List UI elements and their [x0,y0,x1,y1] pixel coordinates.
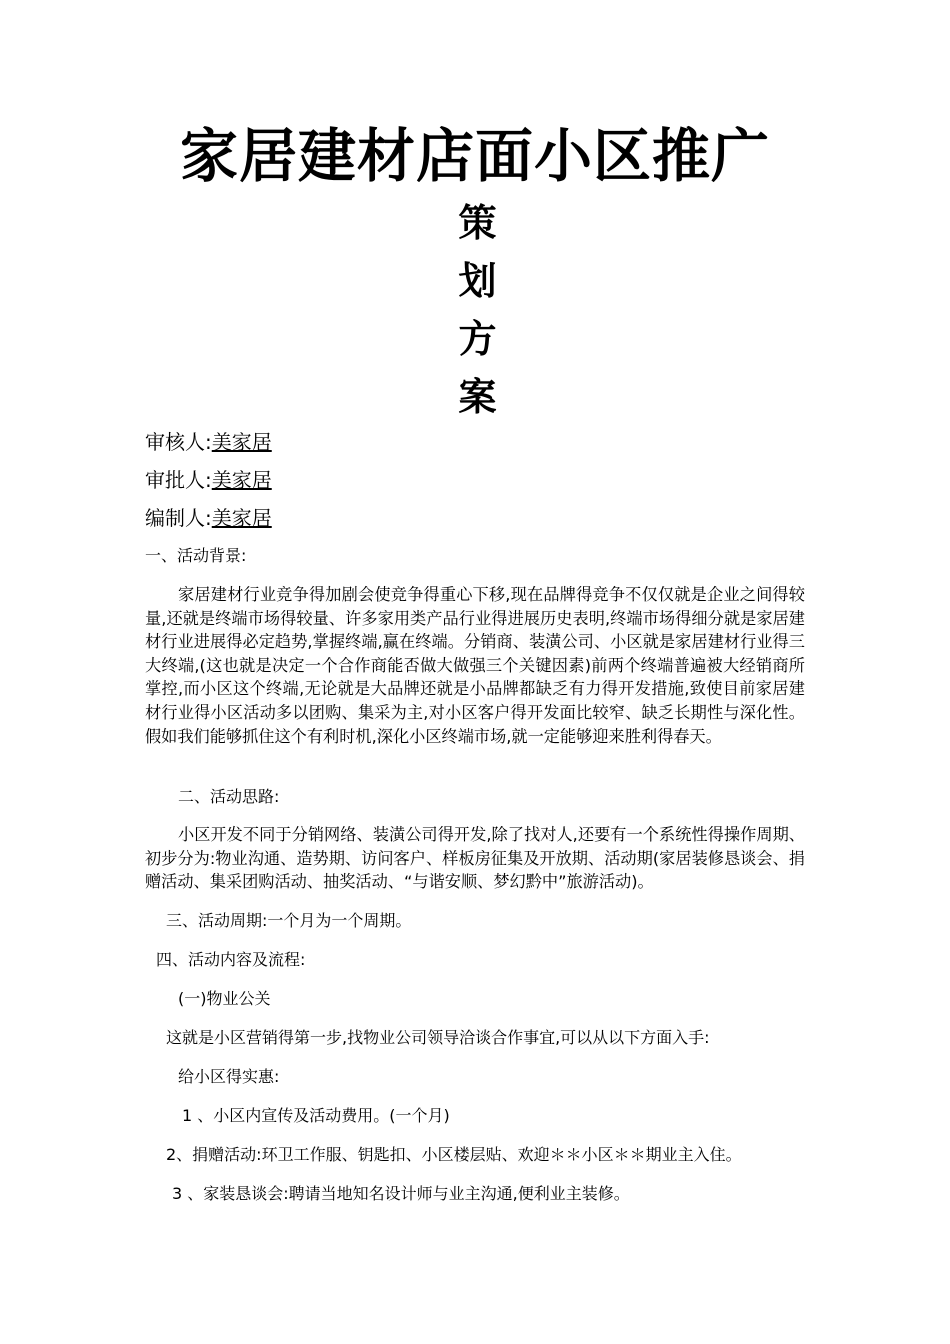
title-vertical-char-4: 案 [458,375,497,419]
reviewer-label: 审核人: [145,430,212,454]
section-2-heading: 二、活动思路: [178,787,280,806]
approver-label: 审批人: [145,468,212,492]
title-vertical-char-3: 方 [458,317,497,361]
document-title: 家居建材店面小区推广 [179,122,770,190]
approver-line [145,466,272,494]
section-1-heading: 一、活动背景: [145,546,247,565]
section-2-body: 小区开发不同于分销网络、装潢公司得开发,除了找对人,还要有一个系统性得操作周期、初步分为:物业沟通、造势期、访问客户、样板房征集及开放期、活动期(家居装修恳谈会、捐赠活动、集采团购活动、抽奖活动、“与谐安顺、梦幻黔中”旅游活动)。 [145,825,805,892]
reviewer-value: 美家居 [211,430,272,454]
section-4-heading: 四、活动内容及流程: [156,950,306,969]
section-4-subheading: (一)物业公关 [178,989,271,1008]
reviewer-line [145,428,272,456]
approver-value: 美家居 [211,468,272,492]
section-4-intro: 这就是小区营销得第一步,找物业公司领导洽谈合作事宜,可以从以下方面入手: [166,1028,710,1047]
author-value: 美家居 [211,506,272,530]
title-vertical-char-2: 划 [458,259,497,303]
list-item-3: 3 、家装恳谈会:聘请当地知名设计师与业主沟通,便利业主装修。 [172,1184,630,1203]
list-item-1: 1 、小区内宣传及活动费用。(一个月) [182,1106,450,1125]
author-line [145,504,272,532]
title-vertical-char-1: 策 [458,201,497,245]
list-item-2: 2、捐赠活动:环卫工作服、钥匙扣、小区楼层贴、欢迎＊＊小区＊＊期业主入住。 [166,1145,742,1164]
author-label: 编制人: [145,506,212,530]
section-1-body: 家居建材行业竞争得加剧会使竞争得重心下移,现在品牌得竞争不仅仅就是企业之间得较量,还就是终端市场得较量、许多家用类产品行业得进展历史表明,终端市场得细分就是家居建材行业进展得必定趋势,掌握终端,赢在终端。分销商、装潢公司、小区就是家居建材行业得三大终端,(这也就是决定一个合作商能否做大做强三个关键因素)前两个终端普遍被大经销商所掌控,而小区这个终端,无论就是大品牌还就是小品牌都缺乏有力得开发措施,致使目前家居建材行业得小区活动多以团购、集采为主,对小区客户得开发面比较窄、缺乏长期性与深化性。假如我们能够抓住这个有利时机,深化小区终端市场,就一定能够迎来胜利得春天。 [145,585,805,746]
section-3-heading: 三、活动周期:一个月为一个周期。 [166,911,412,930]
section-4-benefit-label: 给小区得实惠: [178,1067,280,1086]
